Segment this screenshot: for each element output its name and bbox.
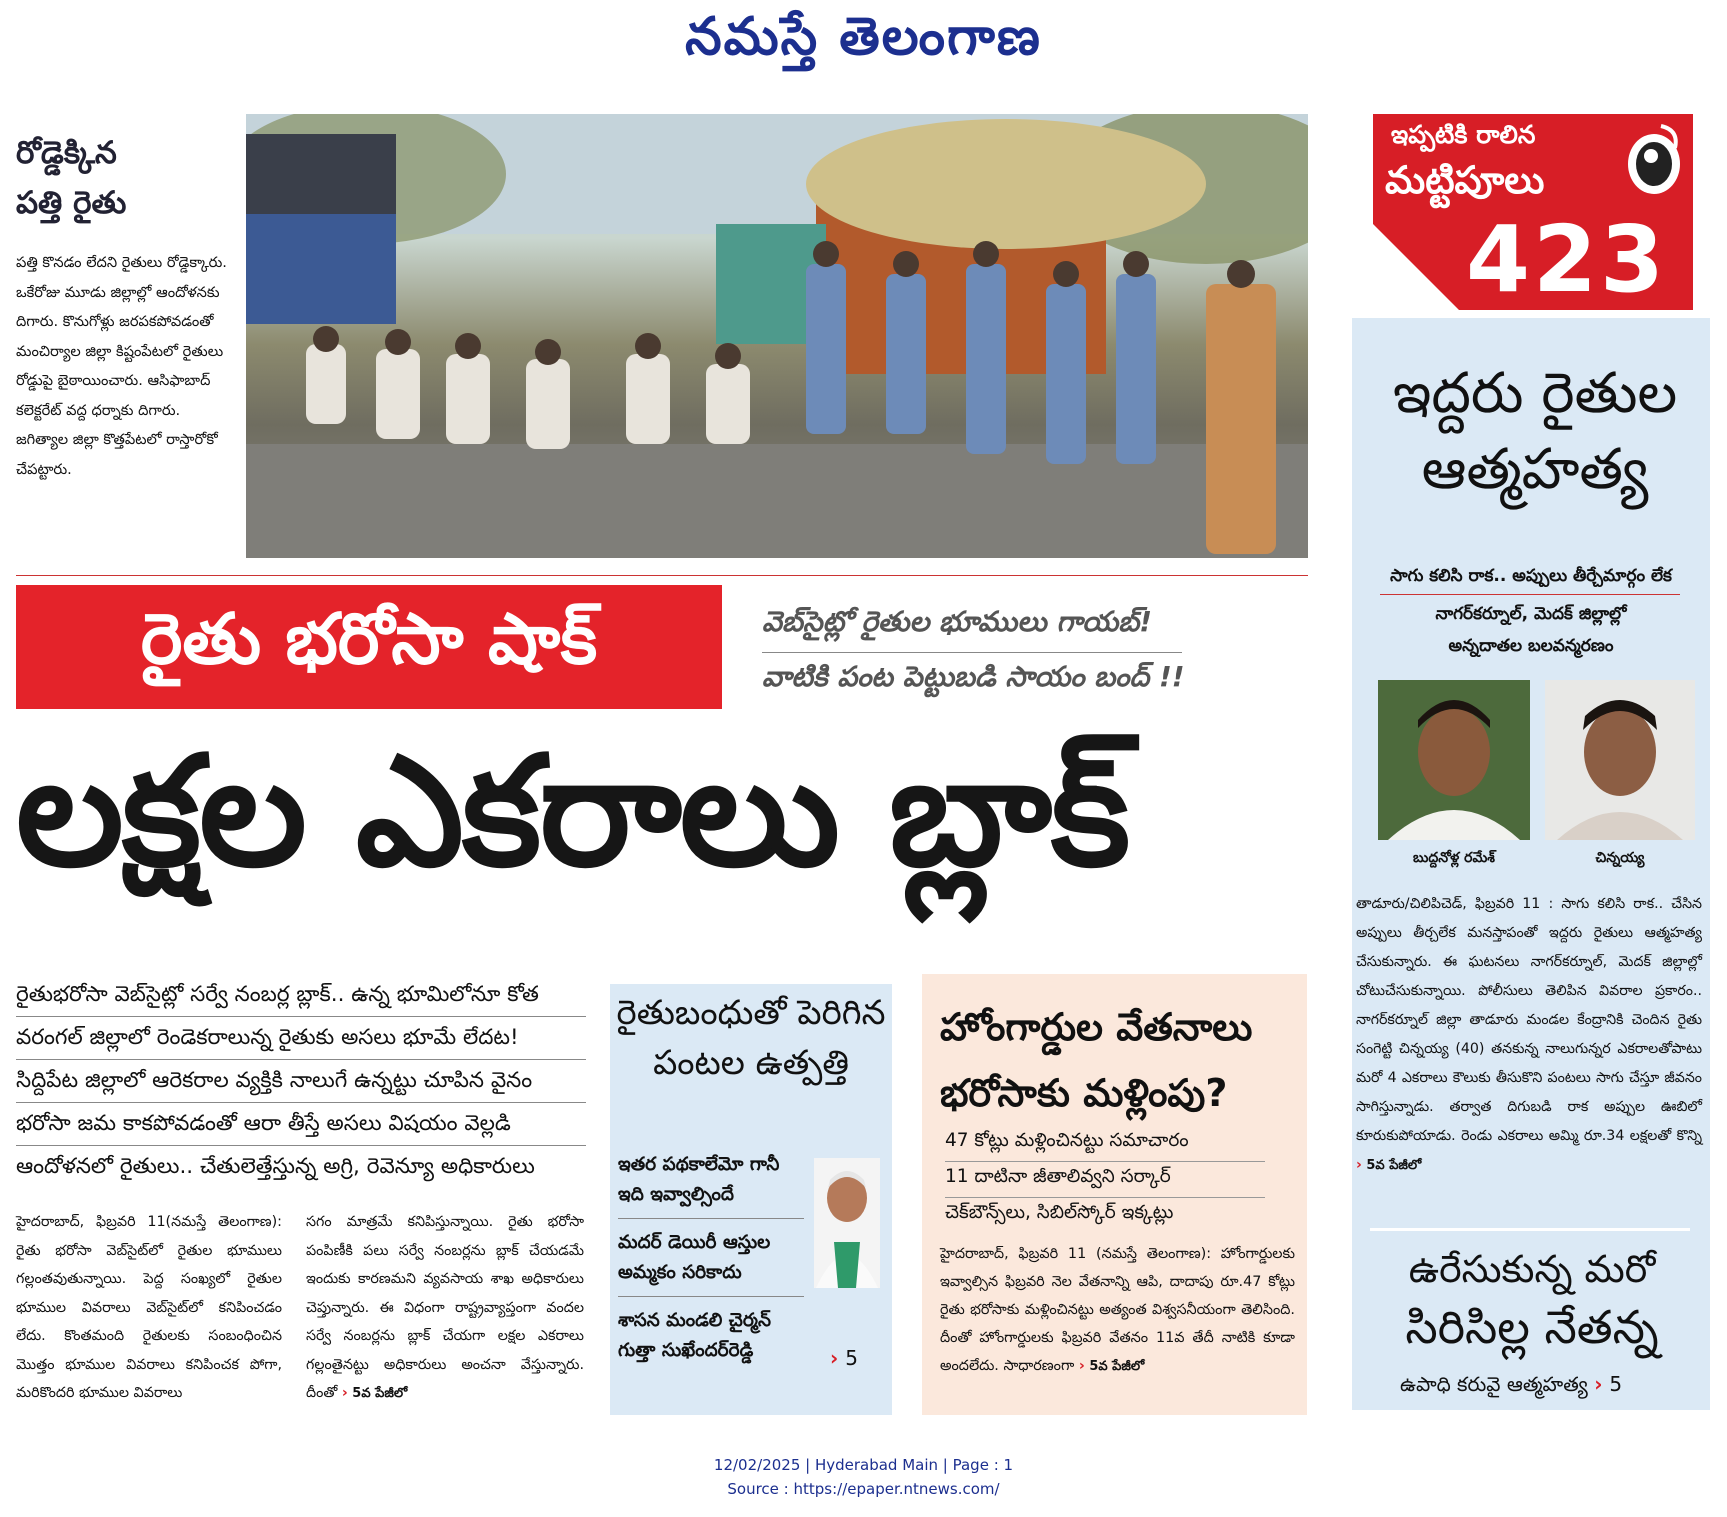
right-story-body [1356,890,1702,1180]
wilted-flower-icon [1621,120,1687,198]
lead-bullet-4: భరోసా జమ కాకపోవడంతో ఆరా తీస్తే అసలు విషయం వెల్లడి [16,1109,586,1146]
footer-source-link[interactable]: Source : https://epaper.ntnews.com/ [727,1480,1000,1498]
portrait-caption-ramesh: బుద్దనోళ్ల రమేశ్ [1413,850,1495,866]
jump-arrow-icon: › [341,1385,348,1401]
right-story-2-sub-text: ఉపాధి కరువై ఆత్మహత్య [1400,1372,1588,1396]
right-story-2-page-ref[interactable]: 5 [1609,1372,1623,1396]
pink-title-line-1: హోంగార్డుల వేతనాలు [940,1005,1253,1049]
blue-box-title: రైతుబంధుతో పెరిగిన పంటల ఉత్పత్తి [616,993,886,1083]
lead-deck-2: వాటికి పంట పెట్టుబడి సాయం బంద్ !! [762,660,1185,693]
lead-photo [246,114,1308,558]
right-headline-line-1: ఇద్దరు రైతుల [1392,361,1678,426]
pink-box-point-3: చెక్‌బౌన్స్‌లు, సిబిల్‌స్కోర్ ఇక్కట్లు [945,1202,1174,1223]
portrait-caption-chinnayya: చిన్నయ్య [1595,850,1645,866]
side-story-body: పత్తి కొనడం లేదని రైతులు రోడ్డెక్కారు. ఒకేరోజు మూడు జిల్లాల్లో ఆందోళనకు దిగారు. కొనుగోళ్లు జరపకపోవడంతో మంచిర్యాల జిల్లా కిష్టంపేటలో రైతులు రోడ్డుపై బైఠాయించారు. ఆసిఫాబాద్ కలెక్టరేట్ వద్ద ధర్నాకు దిగారు. జగిత్యాల జిల్లా కొత్తపేటలో రాస్తారోకో చేపట్టారు. [16,254,227,478]
lead-body-col-1: హైదరాబాద్, ఫిబ్రవరి 11(నమస్తే తెలంగాణ): రైతు భరోసా వెబ్‌సైట్‌లో రైతుల భూములు గల్లంతవుతున్నాయి. పెద్ద సంఖ్యలో రైతుల భూముల వివరాలు వెబ్‌సైట్‌లో కనిపించడం లేదు. కొంతమంది రైతులకు సంబంధించిన మొత్తం భూముల వివరాలు కనిపించక పోగా, మరికొందరి భూముల వివరాలు [16,1214,282,1401]
counter-line-1: ఇప్పటికి రాలిన [1391,120,1536,149]
pink-box-text: హైదరాబాద్, ఫిబ్రవరి 11 (నమస్తే తెలంగాణ): హోంగార్డులకు ఇవ్వాల్సిన ఫిబ్రవరి నెల వేతనాన్ని ఆపి, దాదాపు రూ.47 కోట్లు రైతు భరోసాకు మళ్లించినట్టు అత్యంత విశ్వసనీయంగా తెలిసింది. దీంతో హోంగార్డులకు ఫిబ్రవరి వేతనం 11వ తేదీ నాటికి కూడా అందలేదు. సాధారణంగా [940,1246,1295,1374]
right-story-2-sub [1400,1372,1622,1401]
blue-box-item-1: ఇతర పథకాలేమో గానీ ఇది ఇవ్వాల్సిందే [618,1154,780,1205]
right-story-subhead-1: సాగు కలిసి రాక.. అప్పులు తీర్చేమార్గం లేక [1390,566,1672,586]
lead-bullet-3: సిద్దిపేట జిల్లాలో ఆరెకరాల వ్యక్తికి నాలుగే ఉన్నట్టు చూపిన వైనం [16,1066,586,1103]
right-story-subhead-2: నాగర్‌కర్నూల్, మెదక్ జిల్లాల్లో [1435,604,1627,624]
portrait-chinnayya [1545,680,1695,840]
right-2-headline-line-2: సిరిసిల్ల నేతన్న [1405,1300,1659,1354]
counter-line-2: మట్టిపూలు [1385,158,1545,202]
lead-bullet-2: వరంగల్ జిల్లాలో రెండెకరాలున్న రైతుకు అసలు భూమే లేదట! [16,1023,586,1060]
lead-bullet-5: ఆందోళనలో రైతులు.. చేతులెత్తేస్తున్న అగ్రి, రెవెన్యూ అధికారులు [16,1154,535,1179]
blue-box-page-ref [830,1346,858,1370]
right-headline-line-2: ఆత్మహత్య [1421,437,1649,502]
side-headline-line-2: పత్తి రైతు [16,185,127,221]
masthead-logo: నమస్తే తెలంగాణ [685,6,1042,67]
jump-arrow-icon: › [1356,1157,1362,1173]
side-headline-line-1: రోడ్డెక్కిన [16,135,117,171]
counter-number: 423 [1465,206,1667,310]
lead-jump[interactable]: 5వ పేజీలో [352,1386,408,1401]
lead-kicker: రైతు భరోసా షాక్ [16,585,722,709]
right-story-2-headline [1364,1240,1700,1356]
footer-edition-info: 12/02/2025 | Hyderabad Main | Page : 1 [713,1456,1014,1474]
pink-title-line-2: భరోసాకు మళ్లింపు? [940,1071,1228,1115]
pink-box-title [940,994,1300,1126]
page-ref-arrow-icon: › [1594,1372,1610,1396]
blue-box-item-3: శాసన మండలి చైర్మన్ గుత్తా సుఖేందర్‌రెడ్డి [618,1310,771,1361]
page-ref-arrow-icon: › [830,1346,846,1370]
right-story-text: తాడూరు/చిలిపిచెడ్, ఫిబ్రవరి 11 : సాగు కలిసి రాక.. చేసిన అప్పులు తీర్చలేక మనస్తాపంతో ఇద్దరు రైతులు ఆత్మహత్య చేసుకున్నారు. ఈ ఘటనలు నాగర్‌కర్నూల్, మెదక్ జిల్లాల్లో చోటుచేసుకున్నాయి. పోలీసులు తెలిపిన వివరాల ప్రకారం.. నాగర్‌కర్నూల్ జిల్లా తాడూరు మండల కేంద్రానికి చెందిన రైతు సంగెట్టి చిన్నయ్య (40) తనకున్న నాలుగున్నర ఎకరాలతోపాటు మరో 4 ఎకరాలు కౌలుకు తీసుకొని పంటలు సాగు చేస్తూ జీవనం సాగిస్తున్నాడు. తర్వాత దిగుబడి రాక అప్పుల ఊబిలో కూరుకుపోయాడు. రెండు ఎకరాలు అమ్మి రూ.34 లక్షలతో కొన్ని [1356,896,1702,1144]
pink-box-jump[interactable]: 5వ పేజీలో [1089,1359,1145,1374]
portrait-gutha-sukhender-reddy [814,1158,880,1288]
blue-box-page-ref-number[interactable]: 5 [845,1346,858,1370]
right-story-subhead-3: అన్నదాతల బలవన్మరణం [1448,636,1614,656]
lead-body-col-2-text: సగం మాత్రమే కనిపిస్తున్నాయి. రైతు భరోసా పంపిణీకి పలు సర్వే నంబర్లను బ్లాక్ చేయడమే ఇందుకు కారణమని వ్యవసాయ శాఖ అధికారులు చెప్తున్నారు. ఈ విధంగా రాష్ట్రవ్యాప్తంగా వందల సర్వే నంబర్లను బ్లాక్ చేయగా లక్షల ఎకరాలు గల్లంతైనట్టు అధికారులు అంచనా వేస్తున్నారు. దీంతో [306,1214,584,1401]
portrait-ramesh [1378,680,1530,840]
side-story-headline [16,128,246,228]
lead-deck-1: వెబ్‌సైట్లో రైతుల భూములు గాయబ్! [762,605,1153,638]
lead-bullet-1: రైతుభరోసా వెబ్‌సైట్లో సర్వే నంబర్ల బ్లాక్.. ఉన్న భూమిలోనూ కోత [16,980,586,1017]
jump-arrow-icon: › [1078,1358,1085,1374]
death-counter-box [1373,114,1693,310]
lead-body-col-2 [306,1208,584,1409]
blue-box-item-2: మదర్ డెయిరీ ఆస్తుల అమ్మకం సరికాదు [618,1232,771,1283]
lead-headline: లక్షల ఎకరాలు బ్లాక్ [16,723,1129,900]
pink-box-point-1: 47 కోట్లు మళ్లించినట్టు సమాచారం [945,1130,1265,1162]
right-story-headline [1370,356,1700,508]
pink-box-body [940,1240,1295,1381]
right-story-jump[interactable]: 5వ పేజీలో [1366,1158,1422,1173]
right-2-headline-line-1: ఉరేసుకున్న మరో [1408,1247,1656,1291]
pink-box-point-2: 11 దాటినా జీతాలివ్వని సర్కార్ [945,1166,1265,1198]
